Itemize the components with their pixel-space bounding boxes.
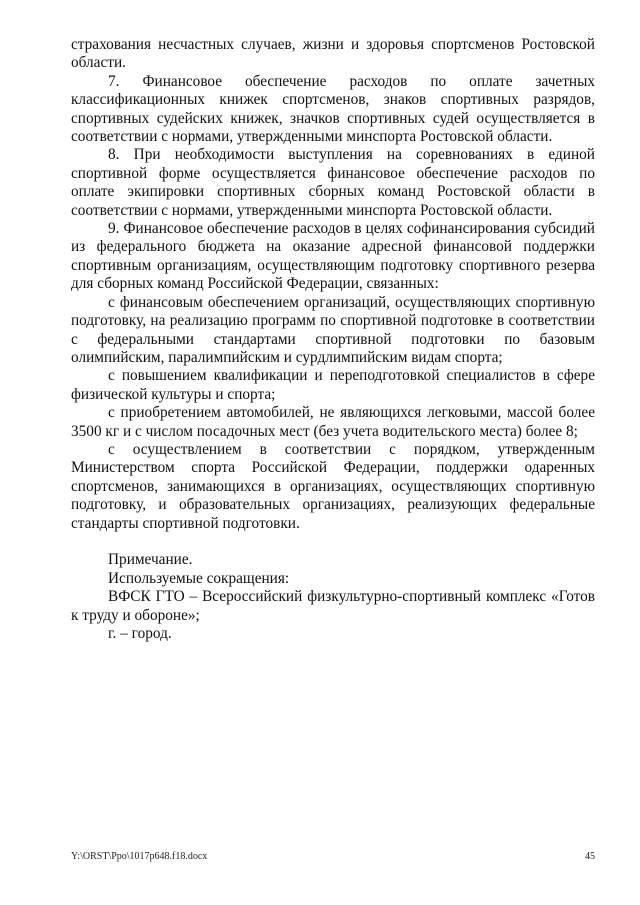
subitem-qualification: с повышением квалификации и переподготовкой специалистов в сфере физической культуры и спорта; [71, 367, 595, 403]
footer-file-path: Y:\ORST\Ppo\1017p648.f18.docx [71, 851, 208, 862]
subitem-vehicles: с приобретением автомобилей, не являющихся легковыми, массой более 3500 кг и с числом посадочных мест (без учета водительского места) более 8; [71, 404, 595, 440]
subitem-financial-support: с финансовым обеспечением организаций, осуществляющих спортивную подготовку, на реализацию программ по спортивной подготовке в соответствии с федеральными стандартами спортивной подготовки по базовым олимпийским, паралимпийским и сурдлимпийским видам спорта; [71, 293, 595, 366]
abbreviations-heading: Используемые сокращения: [108, 569, 290, 587]
paragraph-item-7: 7. Финансовое обеспечение расходов по оплате зачетных классификационных книжек спортсменов, знаков спортивных разрядов, спортивных судейских книжек, значков спортивных судей осуществляется в соответствии с нормами, утвержденными минспорта Ростовской области. [71, 72, 595, 146]
paragraph-item-9: 9. Финансовое обеспечение расходов в целях софинансирования субсидий из федерального бюджета на оказание адресной финансовой поддержки спортивным организациям, осуществляющим подготовку спортивного резерва для сборных команд Российской Федерации, связанных: [71, 220, 595, 293]
blank-line [71, 533, 595, 551]
document-body [71, 36, 595, 643]
subitem-gifted-athletes: с осуществлением в соответствии с порядком, утвержденным Министерством спорта Российской Федерации, поддержки одаренных спортсменов, занимающихся в организациях, осуществляющих спортивную подготовку, и образовательных организациях, реализующих федеральные стандарты спортивной подготовки. [71, 440, 595, 532]
footer-page-number: 45 [585, 851, 595, 862]
paragraph-item-8: 8. При необходимости выступления на соревнованиях в единой спортивной форме осуществляется финансовое обеспечение расходов по оплате экипировки спортивных сборных команд Ростовской области в соответствии с нормами, утвержденными минспорта Ростовской области. [71, 146, 595, 219]
paragraph-continuation: страхования несчастных случаев, жизни и здоровья спортсменов Ростовской области. [71, 36, 595, 72]
abbreviation-item: ВФСК ГТО – Всероссийский физкультурно-спортивный комплекс «Готов к труду и обороне»; [71, 588, 595, 624]
note-title: Примечание. [108, 551, 193, 569]
abbreviation-item: г. – город. [108, 624, 172, 642]
